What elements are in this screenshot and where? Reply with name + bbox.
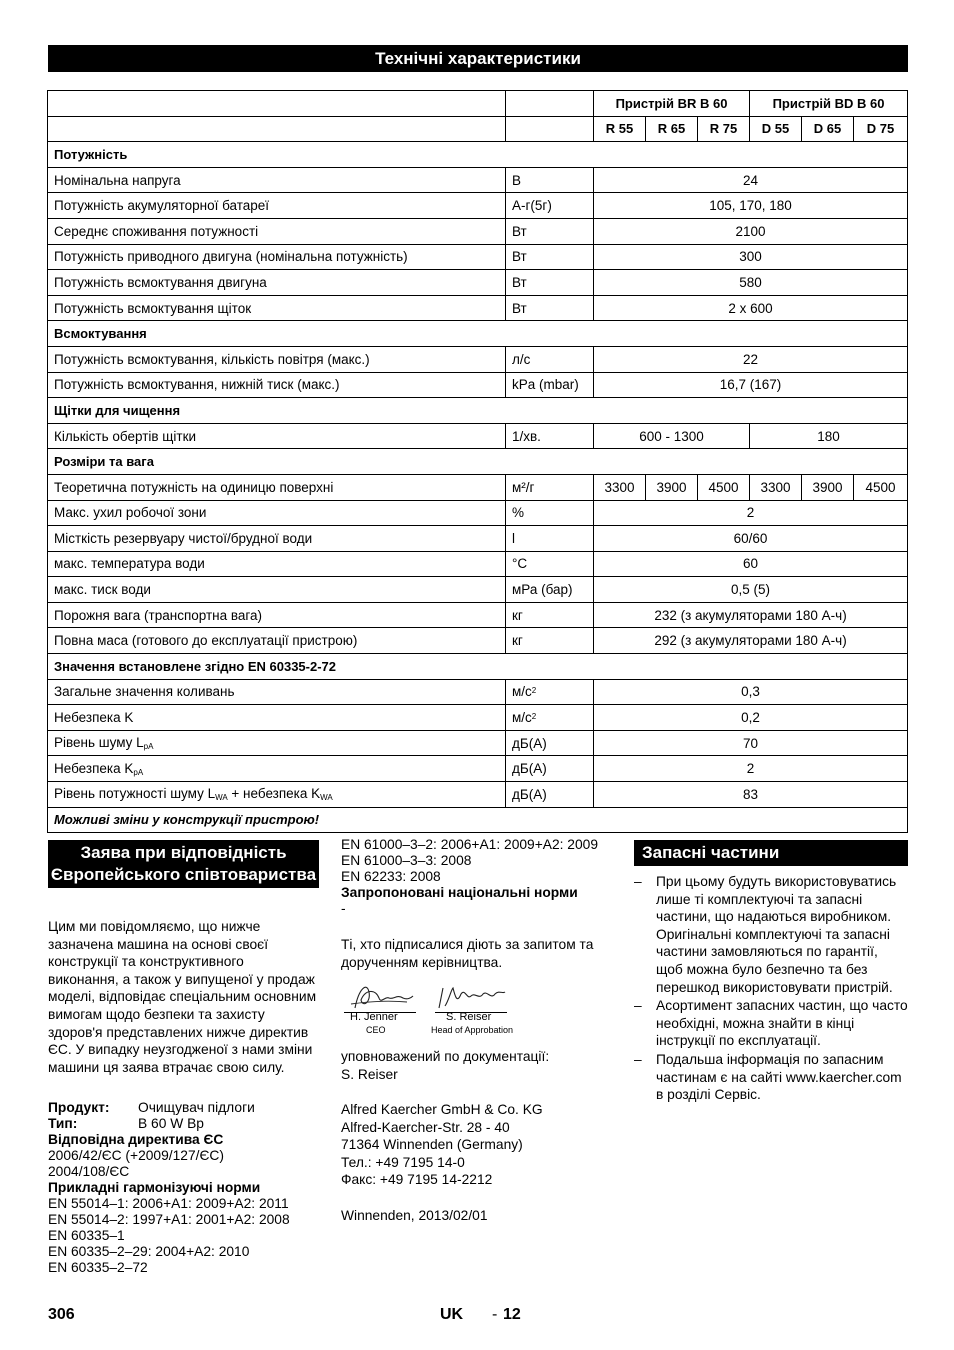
models-row bbox=[48, 116, 908, 142]
signer-1-name: H. Jenner bbox=[350, 1011, 398, 1023]
table-row: Теоретична потужність на одиницю поверхні м²/г 3300 3900 4500 3300 3900 4500 bbox=[48, 474, 908, 500]
group-header-bd: Пристрій BD B 60 bbox=[750, 91, 908, 117]
company-address: Alfred Kaercher GmbH & Co. KG Alfred-Kaercher-Str. 28 - 40 71364 Winnenden (Germany) Тел.: +49 7195 14-0 Факс: +49 7195 14-2212 bbox=[341, 1102, 543, 1188]
table-row: Порожня вага (транспортна вага) кг 232 (з акумуляторами 180 А-ч) bbox=[48, 602, 908, 628]
signature-reiser-image bbox=[435, 982, 507, 1012]
section-row: Значення встановлене згідно EN 60335-2-72 bbox=[48, 654, 908, 680]
table-header-row bbox=[48, 91, 908, 117]
model-r55: R 55 bbox=[594, 116, 646, 142]
table-row: Номінальна напруга В 24 bbox=[48, 167, 908, 193]
table-row: Кількість обертів щітки 1/хв. 600 - 1300 180 bbox=[48, 423, 908, 449]
table-row: Рівень потужності шуму $L_{WA}$ + небезпека $K_{WA}$ дБ(А) 83 bbox=[48, 782, 908, 808]
norm-item: EN 61000–3–3: 2008 bbox=[341, 853, 472, 868]
language-code: UK bbox=[440, 1306, 464, 1323]
table-row: Місткість резервуару чистої/брудної води l 60/60 bbox=[48, 526, 908, 552]
authorized-block bbox=[341, 1048, 621, 1083]
directive-item: 2006/42/ЄС (+2009/127/ЄС) bbox=[48, 1148, 224, 1163]
norm-item: EN 60335–1 bbox=[48, 1228, 125, 1243]
product-label: Продукт: bbox=[48, 1100, 110, 1115]
type-label: Тип: bbox=[48, 1116, 78, 1131]
place-date: Winnenden, 2013/02/01 bbox=[341, 1208, 488, 1223]
table-row: Небезпека $K_{pA}$ дБ(А) 2 bbox=[48, 756, 908, 782]
note-row: Можливі зміни у конструкції пристрою! bbox=[48, 807, 908, 833]
norm-item: EN 60335–2–29: 2004+A2: 2010 bbox=[48, 1244, 250, 1259]
signer-2-name: S. Reiser bbox=[446, 1011, 492, 1023]
product-value: Очищувач підлоги bbox=[138, 1100, 255, 1115]
model-d65: D 65 bbox=[802, 116, 854, 142]
spare-parts-heading: Запасні частини bbox=[634, 840, 908, 866]
page-title: Технічні характеристики bbox=[48, 45, 908, 72]
norm-item: EN 55014–2: 1997+A1: 2001+A2: 2008 bbox=[48, 1212, 290, 1227]
section-page-number: 12 bbox=[503, 1306, 521, 1323]
list-item: – Подальша інформація по запасним частинам є на сайті www.kaercher.com в розділі Сервіс. bbox=[634, 1051, 902, 1103]
authorized-label: уповноважений по документації: bbox=[341, 1049, 550, 1064]
national-value: - bbox=[341, 901, 346, 916]
table-row: Повна маса (готового до експлуатації пристрою) кг 292 (з акумуляторами 180 А-ч) bbox=[48, 628, 908, 654]
specs-table bbox=[47, 90, 908, 833]
harmonized-label: Прикладні гармонізуючі норми bbox=[48, 1180, 261, 1195]
norm-item: EN 60335–2–72 bbox=[48, 1260, 148, 1275]
national-label: Запропоновані національні норми bbox=[341, 885, 578, 900]
norm-item: EN 62233: 2008 bbox=[341, 869, 441, 884]
list-item: – Асортимент запасних частин, що часто необхідні, можна знайти в кінці інструкції по експлуатації. bbox=[634, 998, 908, 1049]
table-row: Середнє споживання потужності Вт 2100 bbox=[48, 218, 908, 244]
directive-label: Відповідна директива ЄС bbox=[48, 1132, 224, 1147]
table-row: Макс. ухил робочої зони % 2 bbox=[48, 500, 908, 526]
model-r75: R 75 bbox=[698, 116, 750, 142]
section-row: Потужність bbox=[48, 142, 908, 168]
table-row: Потужність всмоктування щіток Вт 2 x 600 bbox=[48, 295, 908, 321]
list-item: – При цьому будуть використовуватись лише ті комплектуючі та запасні частини, що надаються виробником. Оригінальні комплектуючі та запасні частини замовляються по гарантії, щоб можна було безпечно та без перешкод використовувати пристрій. bbox=[634, 874, 897, 995]
model-d75: D 75 bbox=[854, 116, 908, 142]
spare-parts-list bbox=[634, 873, 908, 1105]
table-row: макс. тиск води мРа (бар) 0,5 (5) bbox=[48, 577, 908, 603]
section-row: Всмоктування bbox=[48, 321, 908, 347]
table-row: Рівень шуму $L_{pA}$ дБ(А) 70 bbox=[48, 730, 908, 756]
declaration-heading: Заява при відповідність Європейського співтовариства bbox=[48, 840, 319, 888]
table-row: макс. температура води °C 60 bbox=[48, 551, 908, 577]
norm-item: EN 55014–1: 2006+A1: 2009+A2: 2011 bbox=[48, 1196, 289, 1211]
model-r65: R 65 bbox=[646, 116, 698, 142]
table-row: Небезпека K $м/с^2$ 0,2 bbox=[48, 705, 908, 731]
type-value: B 60 W Bp bbox=[138, 1116, 204, 1131]
section-row: Щітки для чищення bbox=[48, 398, 908, 424]
table-row: Потужність всмоктування двигуна Вт 580 bbox=[48, 270, 908, 296]
header-empty bbox=[48, 91, 506, 117]
footer-separator: - bbox=[492, 1306, 498, 1323]
signer-2-role: Head of Approbation bbox=[431, 1025, 514, 1035]
table-row: Потужність приводного двигуна (номінальна потужність) Вт 300 bbox=[48, 244, 908, 270]
declaration-intro: Цим ми повідомляємо, що нижче зазначена машина на основі своєї конструкції та конструктивного виконання, а також у випущеної у продаж моделі, відповідає спеціальним основним вимогам щодо безпеки та захисту здоров'я представлених нижче директив ЄС. У випадку неузгодженої з нами зміни машини ця заява втрачає свою силу. bbox=[48, 919, 317, 1075]
signers-text: Ті, хто підписалися діють за запитом та дорученням керівництва. bbox=[341, 937, 594, 970]
table-row: Потужність акумуляторної батареї А-г(5г) 105, 170, 180 bbox=[48, 193, 908, 219]
directive-item: 2004/108/ЄС bbox=[48, 1164, 130, 1179]
section-row: Розміри та вага bbox=[48, 449, 908, 475]
table-row: Загальне значення коливань $м/с^2$ 0,3 bbox=[48, 679, 908, 705]
signer-1-role: CEO bbox=[366, 1025, 386, 1035]
product-info bbox=[48, 1100, 318, 1276]
page-number: 306 bbox=[48, 1306, 75, 1323]
group-header-br: Пристрій BR B 60 bbox=[594, 91, 750, 117]
signature-jenner-image bbox=[345, 978, 415, 1014]
table-row: Потужність всмоктування, нижній тиск (макс.) kPa (mbar) 16,7 (167) bbox=[48, 372, 908, 398]
norm-item: EN 61000–3–2: 2006+A1: 2009+A2: 2009 bbox=[341, 837, 599, 852]
norms-continued bbox=[341, 837, 621, 917]
model-d55: D 55 bbox=[750, 116, 802, 142]
authorized-name: S. Reiser bbox=[341, 1066, 398, 1082]
table-row: Потужність всмоктування, кількість повітря (макс.) л/с 22 bbox=[48, 346, 908, 372]
